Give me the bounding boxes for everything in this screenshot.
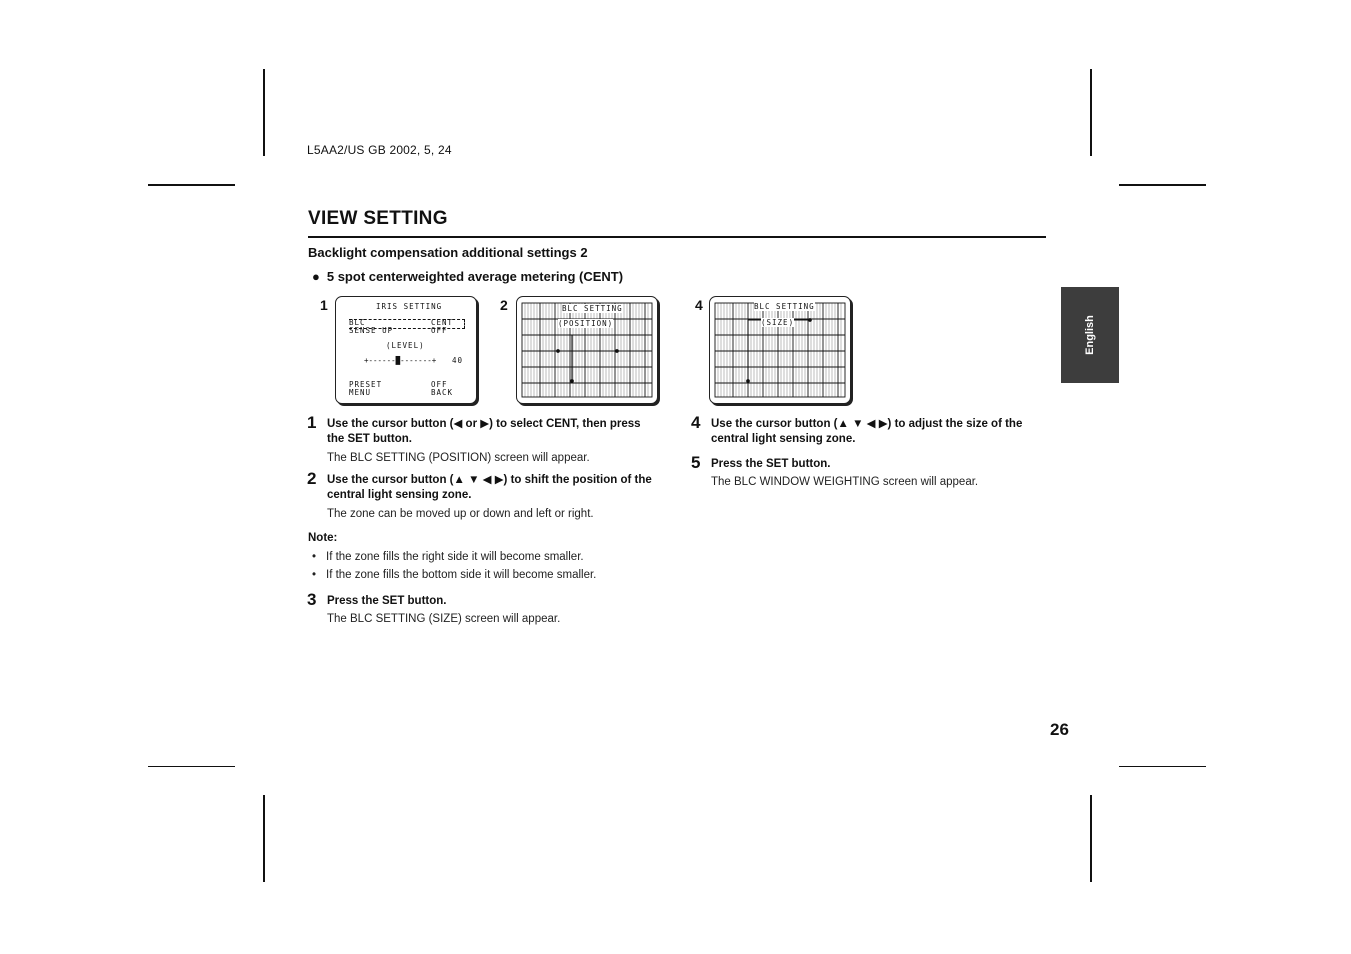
- osd-subtitle: (SIZE): [761, 318, 795, 327]
- crop-mark: [148, 766, 235, 767]
- osd-level-label: (LEVEL): [386, 341, 425, 350]
- iris-setting-screen: [335, 296, 477, 404]
- crop-mark: [1119, 184, 1206, 186]
- step-4-text: Use the cursor button (▲ ▼ ◀ ▶) to adjust the size of the central light sensing zone.: [711, 418, 1023, 445]
- note-item: [312, 569, 596, 581]
- page-title: VIEW SETTING: [308, 208, 448, 229]
- language-tab: [1061, 287, 1119, 383]
- section-subtitle: Backlight compensation additional settings 2: [308, 245, 588, 260]
- osd-senseup-value: OFF: [431, 326, 448, 335]
- page-number: 26: [1050, 720, 1069, 739]
- bullet-heading-text: 5 spot centerweighted average metering (CENT): [326, 269, 624, 284]
- osd-blc-label: BLC: [349, 318, 366, 327]
- osd-level-bar: +------█-------+: [364, 356, 437, 365]
- note-item: [312, 551, 584, 563]
- blc-position-screen: [516, 296, 658, 404]
- blc-size-screen: [709, 296, 851, 404]
- language-tab-label: English: [1084, 315, 1096, 355]
- step-2-text: Use the cursor button (▲ ▼ ◀ ▶) to shift the position of the central light sensing zone.: [327, 474, 652, 501]
- osd-off: OFF: [431, 380, 448, 389]
- crop-mark: [263, 795, 265, 882]
- step-1-note: The BLC SETTING (POSITION) screen will appear.: [327, 452, 590, 464]
- step-number-2: 2: [307, 469, 317, 488]
- title-rule: [308, 236, 1046, 238]
- note-item-text: If the zone fills the bottom side it will become smaller.: [326, 569, 597, 581]
- step-3-note: The BLC SETTING (SIZE) screen will appear.: [327, 613, 561, 625]
- step-number-4: 4: [691, 413, 701, 432]
- step-5-note: The BLC WINDOW WEIGHTING screen will appear.: [711, 476, 979, 488]
- note-label: Note:: [308, 532, 338, 544]
- bullet-icon: ●: [312, 269, 320, 284]
- step-number-3: 3: [307, 590, 317, 609]
- blc-grid: [710, 297, 850, 403]
- osd-level-value: 40: [452, 356, 464, 365]
- bullet-icon: •: [312, 569, 317, 581]
- crop-mark: [1119, 766, 1206, 767]
- step-number-5: 5: [691, 453, 701, 472]
- step-5-text: Press the SET button.: [711, 458, 831, 470]
- figure-number-2: 2: [500, 297, 508, 313]
- osd-title: BLC SETTING: [754, 302, 815, 311]
- crop-mark: [263, 69, 265, 156]
- bullet-heading: [312, 269, 623, 284]
- crop-mark: [148, 184, 235, 186]
- osd-back: BACK: [431, 388, 454, 397]
- figure-number-4: 4: [695, 297, 703, 313]
- osd-subtitle: (POSITION): [558, 319, 614, 328]
- step-number-1: 1: [307, 413, 317, 432]
- figure-number-1: 1: [320, 297, 328, 313]
- osd-preset: PRESET: [349, 380, 383, 389]
- crop-mark: [1090, 795, 1092, 882]
- note-item-text: If the zone fills the right side it will become smaller.: [326, 551, 584, 563]
- crop-mark: [1090, 69, 1092, 156]
- step-2-note: The zone can be moved up or down and left or right.: [327, 508, 594, 520]
- osd-title: BLC SETTING: [562, 304, 623, 313]
- step-3-text: Press the SET button.: [327, 595, 447, 607]
- osd-senseup-label: SENSE UP: [349, 326, 394, 335]
- osd-blc-value: CENT: [431, 318, 454, 327]
- bullet-icon: •: [312, 551, 317, 563]
- document-reference: L5AA2/US GB 2002, 5, 24: [307, 143, 452, 157]
- step-1-text: Use the cursor button (◀ or ▶) to select CENT, then press the SET button.: [327, 418, 641, 445]
- osd-title: IRIS SETTING: [376, 302, 443, 311]
- osd-menu: MENU: [349, 388, 372, 397]
